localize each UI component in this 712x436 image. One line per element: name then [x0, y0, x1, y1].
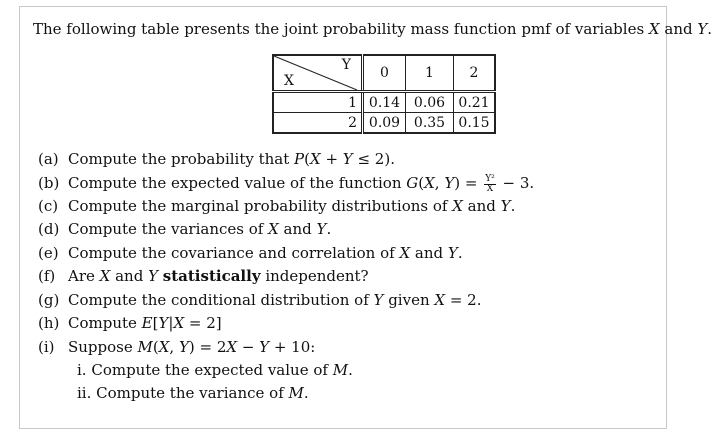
- table-cell: 0.06: [406, 92, 454, 113]
- question-item: (a) Compute the probability that P(X + Y ≤ 2).: [38, 150, 395, 168]
- question-label: (h): [38, 314, 60, 332]
- table-row: [273, 113, 495, 134]
- intro-text: The following table presents the joint probability mass function pmf of variables X and Y.: [33, 20, 712, 38]
- question-label: (a): [38, 150, 59, 168]
- row-label: 1: [273, 92, 363, 113]
- column-header: 2: [454, 55, 496, 92]
- question-item: (e) Compute the covariance and correlation of X and Y.: [38, 244, 463, 262]
- question-label: (e): [38, 244, 59, 262]
- question-item: (c) Compute the marginal probability distributions of X and Y.: [38, 197, 516, 215]
- pmf-table: [272, 54, 496, 134]
- table-header-row: [273, 55, 495, 92]
- question-label: (c): [38, 197, 59, 215]
- question-label: (f): [38, 267, 56, 285]
- question-label: (b): [38, 174, 60, 192]
- fraction: $\frac{\text{Y²}}{X}$: [485, 173, 495, 194]
- column-header: 0: [363, 55, 406, 92]
- row-variable-label: X: [284, 73, 294, 89]
- table-row: [273, 92, 495, 113]
- question-label: (d): [38, 220, 60, 238]
- question-item: (h) Compute E[Y|X = 2]: [38, 314, 222, 332]
- row-label: 2: [273, 113, 363, 134]
- subquestion-item: i. Compute the expected value of M.: [77, 361, 353, 379]
- question-label: (g): [38, 291, 60, 309]
- table-cell: 0.09: [363, 113, 406, 134]
- question-item: (f) Are X and Y statistically independent?: [38, 267, 369, 285]
- column-variable-label: Y: [341, 57, 351, 73]
- question-item: (g) Compute the conditional distribution of Y given X = 2.: [38, 291, 482, 309]
- subquestion-label: i.: [77, 361, 92, 379]
- subquestion-label: ii.: [77, 384, 97, 402]
- table-corner-cell: [273, 55, 363, 92]
- table-cell: 0.35: [406, 113, 454, 134]
- table-cell: 0.14: [363, 92, 406, 113]
- question-item: (i) Suppose M(X, Y) = 2X − Y + 10:: [38, 338, 316, 356]
- subquestion-item: ii. Compute the variance of M.: [77, 384, 309, 402]
- table-cell: 0.15: [454, 113, 496, 134]
- question-item: (d) Compute the variances of X and Y.: [38, 220, 332, 238]
- column-header: 1: [406, 55, 454, 92]
- question-item: (b) Compute the expected value of the function G(X, Y) = $\frac{\text{Y²}}{X}$ − 3.: [38, 173, 535, 194]
- question-label: (i): [38, 338, 55, 356]
- table-cell: 0.21: [454, 92, 496, 113]
